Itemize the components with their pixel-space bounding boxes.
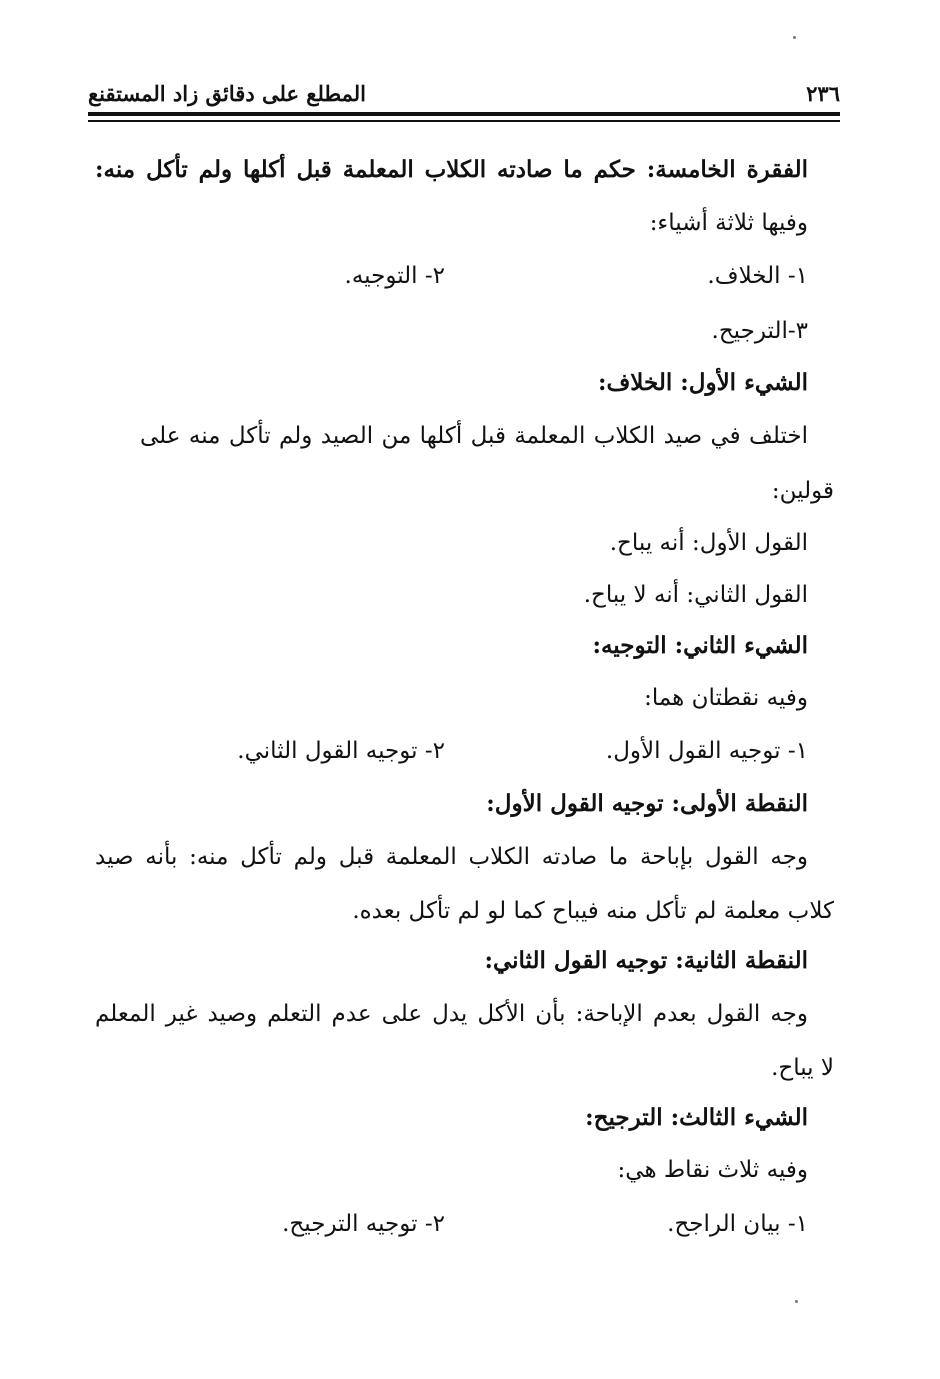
paragraph-line: وفيها ثلاثة أشياء: xyxy=(649,210,808,236)
paragraph-line: اختلف في صيد الكلاب المعلمة قبل أكلها من الصيد ولم تأكل منه على xyxy=(140,423,808,449)
list-item: ٢- التوجيه. xyxy=(344,263,445,289)
paragraph-line: وفيه ثلاث نقاط هي: xyxy=(617,1157,808,1183)
list-item: ٣-الترجيح. xyxy=(711,318,808,344)
header-rule-thin xyxy=(88,120,840,122)
paragraph-line: قولين: xyxy=(771,478,834,504)
page-header xyxy=(88,78,840,106)
list-item: ٢- توجيه الترجيح. xyxy=(282,1211,445,1237)
subsection-heading: النقطة الثانية: توجيه القول الثاني: xyxy=(484,947,808,974)
list-item: ١- توجيه القول الأول. xyxy=(605,738,808,764)
paragraph-line: وجه القول بإباحة ما صادته الكلاب المعلمة قبل ولم تأكل منه: بأنه صيد xyxy=(95,844,808,870)
header-rule-thick xyxy=(88,112,840,116)
scan-speck xyxy=(793,36,796,39)
subsection-heading: الشيء الثالث: الترجيح: xyxy=(585,1104,808,1131)
subsection-heading: النقطة الأولى: توجيه القول الأول: xyxy=(486,790,808,817)
book-title: المطلع على دقائق زاد المستقنع xyxy=(88,81,367,106)
page-number: ٢٣٦ xyxy=(806,81,840,106)
subsection-heading: الشيء الأول: الخلاف: xyxy=(597,369,808,396)
list-item: ٢- توجيه القول الثاني. xyxy=(237,738,445,764)
scan-speck xyxy=(795,1300,798,1303)
subsection-heading: الشيء الثاني: التوجيه: xyxy=(592,632,808,659)
list-item: ١- بيان الراجح. xyxy=(667,1211,808,1237)
paragraph-line: القول الثاني: أنه لا يباح. xyxy=(583,582,808,608)
paragraph-line: القول الأول: أنه يباح. xyxy=(609,530,808,556)
list-item: ١- الخلاف. xyxy=(707,263,808,289)
paragraph-line: كلاب معلمة لم تأكل منه فيباح كما لو لم تأكل بعده. xyxy=(352,898,834,924)
paragraph-line: لا يباح. xyxy=(771,1055,834,1081)
paragraph-line: وجه القول بعدم الإباحة: بأن الأكل يدل على عدم التعلم وصيد غير المعلم xyxy=(95,1001,808,1027)
section-heading: الفقرة الخامسة: حكم ما صادته الكلاب المعلمة قبل أكلها ولم تأكل منه: xyxy=(95,156,808,183)
paragraph-line: وفيه نقطتان هما: xyxy=(644,685,808,711)
